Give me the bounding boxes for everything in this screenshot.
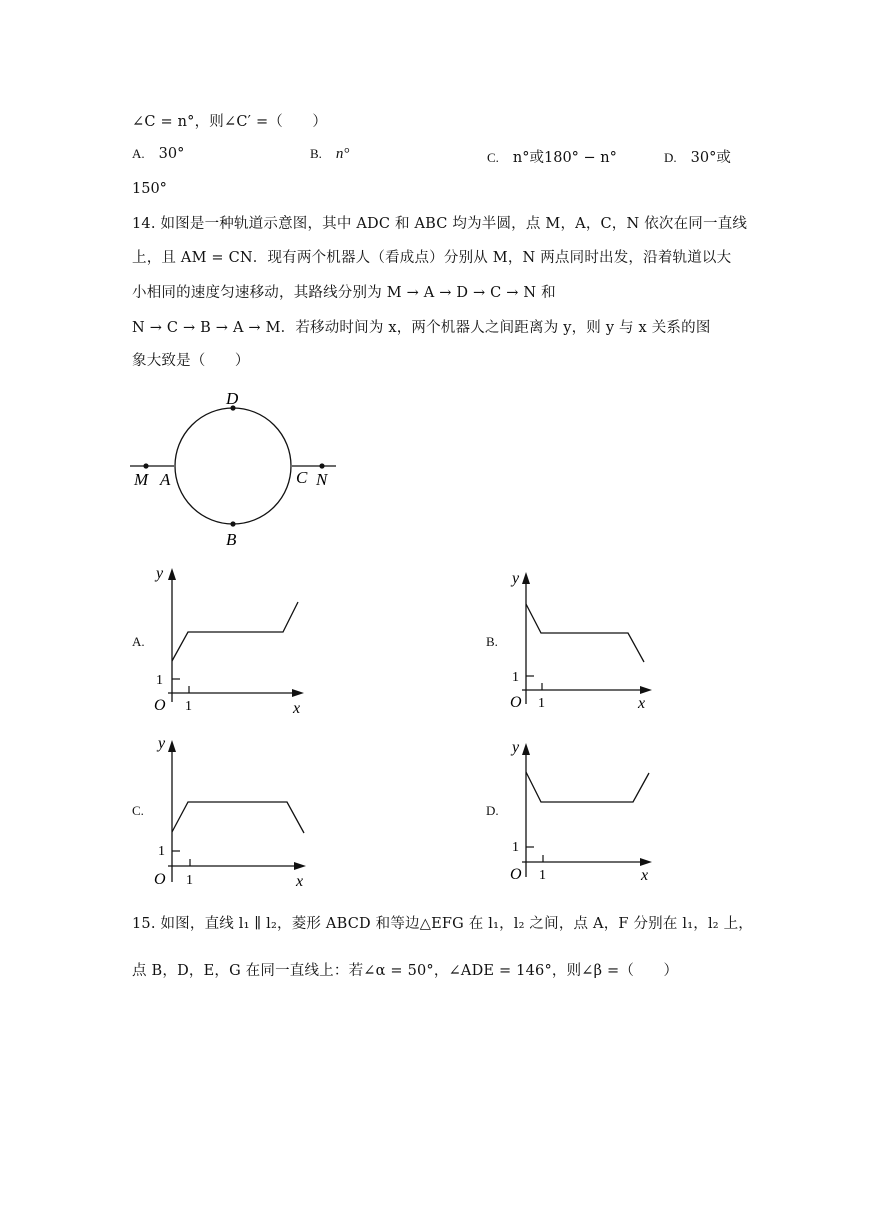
x-one-label: 1	[185, 699, 192, 714]
option-text: 30°	[158, 146, 185, 162]
origin-label: O	[154, 697, 166, 714]
y-one-label: 1	[156, 673, 163, 688]
label-c: C	[296, 468, 308, 487]
label-a: A	[160, 470, 171, 489]
graph-d-curve	[526, 772, 649, 802]
x-axis-arrow	[292, 689, 304, 697]
x-one-label: 1	[186, 873, 193, 888]
option-label: C.	[487, 150, 499, 165]
label-m: M	[134, 470, 149, 489]
graph-b	[504, 566, 664, 716]
graph-b-option-label: B.	[486, 634, 498, 649]
option-label: B.	[310, 146, 322, 161]
q15-line-2: 点 B，D，E，G 在同一直线上：若∠α = 50°，∠ADE = 146°，则∠β =（ ）	[132, 963, 679, 979]
graph-d	[504, 737, 664, 887]
y-label: y	[512, 739, 520, 756]
x-label: x	[638, 695, 646, 712]
option-label: D.	[664, 150, 677, 165]
q15-line-1: 15. 如图，直线 l₁ ∥ l₂，菱形 ABCD 和等边△EFG 在 l₁，l₂ 之间，点 A，F 分别在 l₁，l₂ 上，	[132, 916, 754, 932]
point-m	[143, 463, 148, 468]
x-axis-arrow	[640, 858, 652, 866]
y-axis-arrow	[168, 568, 176, 580]
y-axis-arrow	[168, 740, 176, 752]
y-label: y	[158, 735, 166, 752]
option-text: n°	[335, 146, 350, 162]
q13-option-c	[487, 146, 617, 167]
y-axis-arrow	[522, 743, 530, 755]
point-b	[230, 521, 235, 526]
q14-line-5: 象大致是（ ）	[132, 353, 250, 369]
track-diagram	[130, 385, 340, 550]
origin-label: O	[510, 866, 522, 883]
y-axis-arrow	[522, 572, 530, 584]
y-one-label: 1	[512, 840, 519, 855]
option-text: n°或180° − n°	[512, 150, 617, 166]
graph-c-curve	[172, 802, 304, 833]
graph-b-curve	[526, 604, 644, 662]
graph-c-option-label: C.	[132, 803, 144, 818]
q14-line-4: N → C → B → A → M．若移动时间为 x，两个机器人之间距离为 y，则 y 与 x 关系的图	[132, 320, 711, 336]
graph-c	[150, 734, 310, 892]
y-label: y	[512, 570, 520, 587]
origin-label: O	[510, 694, 522, 711]
x-one-label: 1	[539, 868, 546, 883]
q13-option-a	[132, 146, 184, 162]
option-text: 30°或	[690, 150, 731, 166]
q13-option-d	[664, 146, 731, 167]
q14-line-1: 14. 如图是一种轨道示意图，其中 ADC 和 ABC 均为半圆，点 M，A，C，N 依次在同一直线	[132, 216, 748, 232]
graph-a	[150, 562, 310, 722]
track-circle	[175, 408, 291, 524]
x-one-label: 1	[538, 696, 545, 711]
label-n: N	[316, 470, 328, 489]
x-label: x	[293, 700, 301, 717]
label-b: B	[226, 530, 237, 549]
origin-label: O	[154, 871, 166, 888]
graph-a-curve	[172, 602, 298, 661]
point-n	[319, 463, 324, 468]
x-axis-arrow	[640, 686, 652, 694]
q14-line-2: 上，且 AM = CN．现有两个机器人（看成点）分别从 M，N 两点同时出发，沿着轨道以大	[132, 250, 732, 266]
x-label: x	[296, 873, 304, 890]
x-axis-arrow	[294, 862, 306, 870]
graph-d-option-label: D.	[486, 803, 499, 818]
y-one-label: 1	[158, 844, 165, 859]
y-one-label: 1	[512, 670, 519, 685]
label-d: D	[226, 389, 239, 408]
q13-option-d-wrap: 150°	[132, 181, 167, 197]
y-label: y	[156, 565, 164, 582]
q14-line-3: 小相同的速度匀速移动，其路线分别为 M → A → D → C → N 和	[132, 285, 556, 301]
x-label: x	[641, 867, 649, 884]
q13-option-b	[310, 146, 349, 163]
q13-tail-text: ∠C = n°，则∠C′ =（ ）	[132, 114, 328, 130]
graph-a-option-label: A.	[132, 634, 145, 649]
option-label: A.	[132, 146, 145, 161]
